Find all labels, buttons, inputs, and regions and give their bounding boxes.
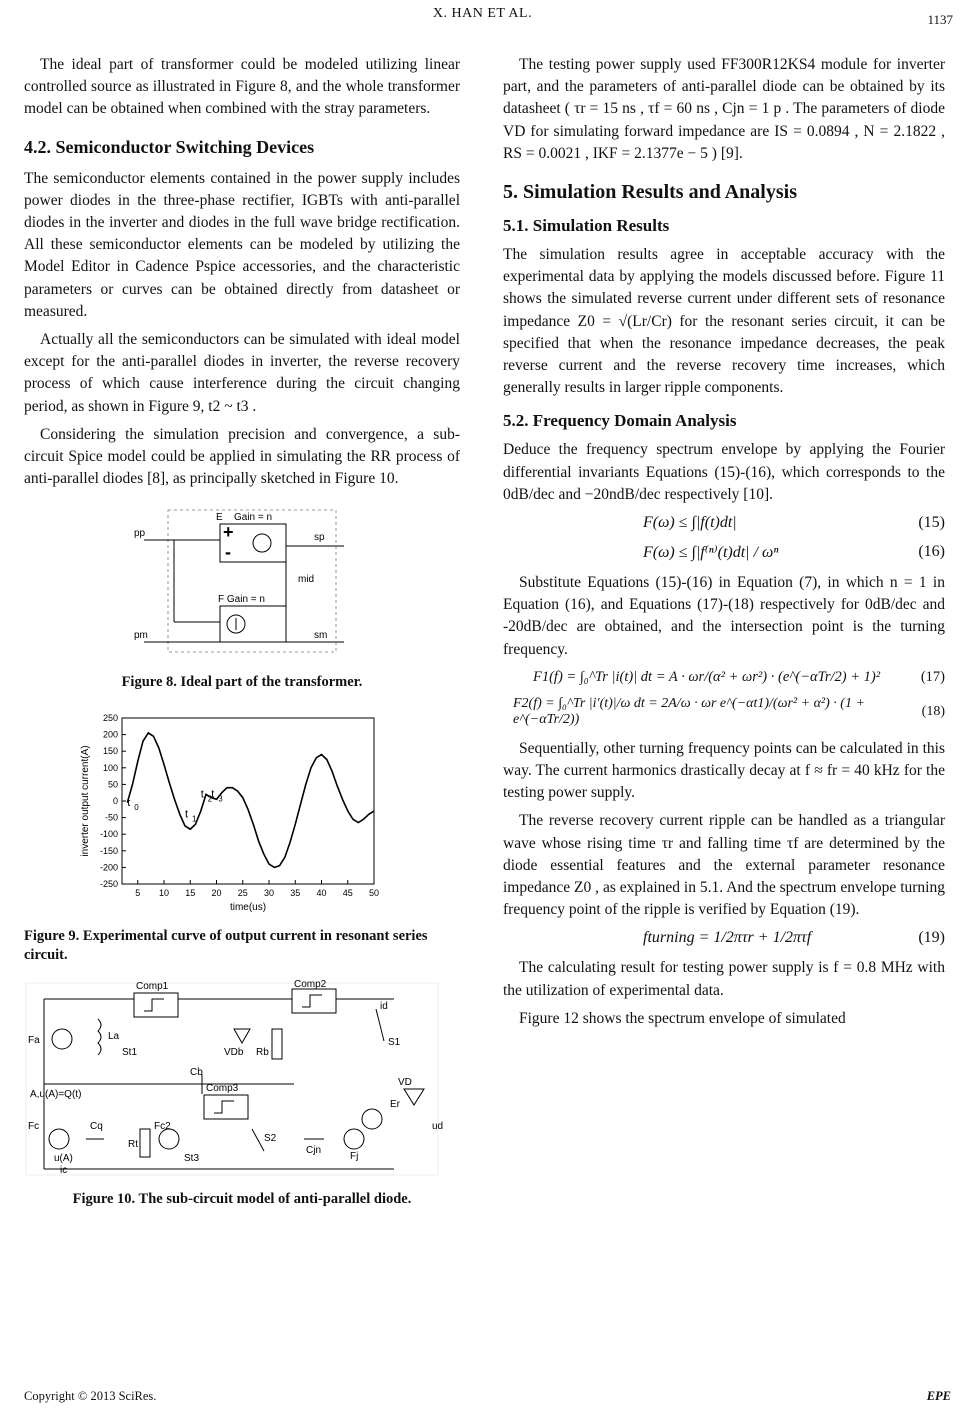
label-rb: Rb: [256, 1047, 269, 1059]
x-tick-label: 15: [185, 888, 196, 899]
figure-8: [24, 502, 460, 692]
x-tick-label: 10: [158, 888, 170, 899]
annotation-t3: t: [211, 789, 215, 802]
label-ud: ud: [432, 1121, 444, 1133]
label-pm: pm: [134, 630, 148, 642]
current-source-block: [220, 606, 286, 642]
left-column: [24, 54, 460, 1223]
equation-18: [503, 696, 945, 728]
right-paragraph-8: Figure 12 shows the spectrum envelope of simulated: [519, 1009, 846, 1027]
fa-source: [52, 1029, 72, 1049]
annotation-sub-t0: 0: [134, 803, 139, 813]
y-tick-label: -150: [99, 846, 118, 857]
rb-resistor: [272, 1029, 282, 1059]
x-tick-label: 50: [368, 888, 380, 899]
current-curve: [127, 733, 374, 868]
x-tick-label: 35: [290, 888, 301, 899]
fj-source: [344, 1129, 364, 1149]
label-fj: Fj: [350, 1151, 359, 1163]
y-tick-label: 100: [102, 763, 118, 774]
fc-source: [49, 1129, 69, 1149]
figure-10-caption: Figure 10. The sub-circuit model of anti-parallel diode.: [72, 1191, 412, 1208]
x-tick-label: 40: [316, 888, 327, 899]
y-axis-label: inverter output current(A): [80, 745, 91, 858]
equation-16-number: (16): [918, 543, 945, 561]
annotation-t0: t: [127, 797, 131, 810]
y-tick-label: 0: [112, 796, 118, 807]
x-tick-label: 5: [135, 888, 141, 899]
figure-9: [24, 706, 460, 965]
equation-19: [503, 929, 945, 947]
left-paragraph-3: Actually all the semiconductors can be simulated with ideal model except for the anti-parallel diodes in inverter, the reverse recovery process of which cause interference during the circuit changing period, as shown in Figure 9, t2 ~ t3 .: [24, 331, 460, 415]
er-source: [362, 1109, 382, 1129]
annotation-sub-t3: 3: [218, 795, 223, 805]
comp1-block: [134, 993, 178, 1017]
footer-copyright: Copyright © 2013 SciRes.: [24, 1389, 157, 1403]
right-paragraph-5: Sequentially, other turning frequency points can be calculated in this way. The current harmonics drastically decay at f ≈ fr = 40 kHz for the testing power supply.: [503, 739, 945, 802]
equation-17: [503, 669, 945, 686]
equation-15: [503, 514, 945, 532]
label-vd: VD: [398, 1077, 412, 1089]
y-tick-label: 50: [107, 779, 118, 790]
label-fa: Fa: [28, 1035, 40, 1047]
label-gain-f: F Gain = n: [218, 594, 265, 606]
y-tick-label: -200: [99, 862, 118, 873]
label-er: Er: [390, 1099, 400, 1111]
label-minus: -: [225, 542, 231, 563]
y-tick-label: 250: [102, 713, 118, 724]
section-heading-5: 5. Simulation Results and Analysis: [503, 181, 797, 204]
right-paragraph-3: Deduce the frequency spectrum envelope by applying the Fourier differential invariants Equations (15)-(16), which corresponds to the 0dB/dec and −20ndB/dec respectively [10].: [503, 441, 945, 503]
y-tick-label: 150: [102, 746, 118, 757]
comp3-block: [204, 1095, 248, 1119]
right-paragraph-1: The testing power supply used FF300R12KS4 module for inverter part, and the parameters of anti-parallel diode can be obtained by its datasheet ( τr = 15 ns , τf = 60 ns , Cjn = 1 p . The parameters of diode VD for simulating forward impedance are IS = 0.0894 , N = 2.1822 , RS = 0.0021 , IKF = 2.1377e − 5 ) [9].: [503, 56, 945, 162]
section-heading-5-1: 5.1. Simulation Results: [503, 216, 670, 236]
label-la: La: [108, 1031, 120, 1043]
equation-18-number: (18): [921, 703, 945, 719]
annotation-sub-t1: 1: [192, 815, 197, 825]
y-tick-label: 200: [102, 730, 118, 741]
label-comp1: Comp1: [136, 981, 169, 993]
label-vdb: VDb: [224, 1047, 244, 1059]
equation-17-body: F1(f) = ∫₀^Tr |i(t)| dt = A · ωr/(α² + ωr²) · (e^(−αTr/2) + 1)²: [533, 668, 881, 685]
equation-19-number: (19): [918, 929, 945, 947]
annotation-t2: t: [200, 789, 204, 802]
label-sm: sm: [314, 630, 328, 642]
figure-10-circuit: [24, 979, 460, 1179]
plot-frame: [122, 718, 374, 884]
comp2-block: [292, 989, 336, 1013]
label-pp: pp: [134, 528, 146, 540]
label-sp: sp: [314, 532, 325, 544]
page-header-title: X. HAN ET AL.: [432, 6, 533, 21]
label-cq: Cq: [90, 1121, 103, 1133]
vd-diode: [404, 1089, 424, 1105]
label-mid: mid: [298, 574, 315, 586]
label-gain-e: Gain = n: [234, 512, 273, 524]
left-paragraph-4: Considering the simulation precision and convergence, a sub-circuit Spice model could be applied in simulating the RR process of anti-parallel diodes [8], as principally sketched in Figure 10.: [24, 425, 460, 488]
right-paragraph-2: The simulation results agree in acceptable accuracy with the experimental data by applying the models discussed before. Figure 11 shows the simulated reverse current under different sets of resonance impedance Z0 = √(Lr/Cr) for the resonant series circuit, it can be specified that when the resonance impedance decreases, the peak reverse current and the reverse recovery time increases, which generally results in larger ripple components.: [503, 246, 945, 397]
label-fc: Fc: [28, 1121, 40, 1133]
label-aua: A,u(A)=Q(t): [30, 1089, 82, 1101]
right-column: [503, 54, 945, 1036]
s1-switch: [376, 1009, 384, 1041]
section-heading-5-2: 5.2. Frequency Domain Analysis: [503, 411, 737, 431]
figure-8-circuit: [24, 502, 460, 662]
left-paragraph-1: The ideal part of transformer could be modeled utilizing linear controlled source as illustrated in Figure 8, and the whole transformer model can be obtained when combined with the stray parameters.: [24, 56, 460, 118]
label-st1: St1: [122, 1047, 138, 1059]
label-rt: Rt: [128, 1139, 138, 1151]
equation-19-body: fturning = 1/2πτr + 1/2πτf: [643, 929, 812, 947]
rt-resistor: [140, 1129, 150, 1157]
label-e: E: [216, 512, 223, 524]
figure-9-caption: Figure 9. Experimental curve of output current in resonant series circuit.: [24, 928, 428, 964]
x-tick-label: 20: [211, 888, 222, 899]
figure-10: [24, 979, 460, 1209]
y-tick-label: -100: [99, 829, 118, 840]
figure-8-caption: Figure 8. Ideal part of the transformer.: [121, 674, 363, 691]
section-heading-4-2: 4.2. Semiconductor Switching Devices: [24, 136, 315, 157]
label-ic: ic: [60, 1165, 68, 1177]
annotation-t1: t: [185, 809, 189, 822]
label-ua: u(A): [54, 1153, 73, 1165]
left-paragraph-2: The semiconductor elements contained in the power supply includes power diodes in the three-phase rectifier, IGBTs with anti-parallel diodes in the inverter and diodes in the full wave bridge rectification. All these semiconductor elements can be modeled by utilizing the Model Editor in Cadence Pspice accessories, and the characteristic parameters or curves can be obtained directly from datasheet or measured.: [24, 169, 460, 320]
footer-journal: EPE: [926, 1389, 951, 1403]
y-tick-label: -50: [104, 813, 118, 824]
equation-16-body: F(ω) ≤ ∫|f⁽ⁿ⁾(t)dt| / ωⁿ: [643, 544, 779, 562]
right-paragraph-4: Substitute Equations (15)-(16) in Equation (7), in which n = 1 in Equation (16), and Equations (17)-(18) respectively for 0dB/dec and -20dB/dec are obtained, and the intersection point is the turning frequency.: [503, 574, 945, 658]
x-tick-label: 45: [342, 888, 353, 899]
equation-18-body: F2(f) = ∫₀^Tr |i′(t)|/ω dt = 2A/ω · ωr e^(−αt1)/(ωr² + α²) · (1 + e^(−αTr/2)): [513, 695, 865, 727]
equation-16: [503, 542, 945, 562]
y-tick-label: -250: [99, 879, 118, 890]
label-fc2: Fc2: [154, 1121, 171, 1133]
label-plus: +: [223, 522, 234, 543]
x-axis-label: time(us): [229, 902, 267, 914]
x-tick-label: 25: [237, 888, 248, 899]
label-s2: S2: [264, 1133, 277, 1145]
label-s1: S1: [388, 1037, 401, 1049]
equation-17-number: (17): [920, 668, 945, 685]
label-comp3: Comp3: [206, 1083, 239, 1095]
page-number: 1137: [927, 12, 953, 27]
label-id: id: [380, 1001, 388, 1013]
x-tick-label: 30: [263, 888, 275, 899]
s2-switch: [252, 1129, 264, 1151]
la-inductor: [98, 1019, 101, 1055]
label-cjn: Cjn: [306, 1145, 322, 1157]
figure-9-chart: [24, 706, 460, 916]
label-st3: St3: [184, 1153, 200, 1165]
fc2-source: [159, 1129, 179, 1149]
label-cb: Cb: [190, 1067, 203, 1079]
label-comp2: Comp2: [294, 979, 327, 991]
equation-15-number: (15): [918, 514, 945, 532]
equation-15-body: F(ω) ≤ ∫|f(t)dt|: [643, 514, 737, 532]
annotation-sub-t2: 2: [207, 795, 213, 805]
right-paragraph-6: The reverse recovery current ripple can be handled as a triangular wave whose rising time τr and falling time τf are determined by the diode essential features and the external parameter resonance impedance Z0 , as explained in 5.1. And the spectrum envelope turning frequency point of the ripple is verified by Equation (19).: [503, 812, 945, 919]
vdb-diode: [234, 1029, 250, 1043]
right-paragraph-7: The calculating result for testing power supply is f = 0.8 MHz with the utilization of experimental data.: [503, 959, 945, 999]
